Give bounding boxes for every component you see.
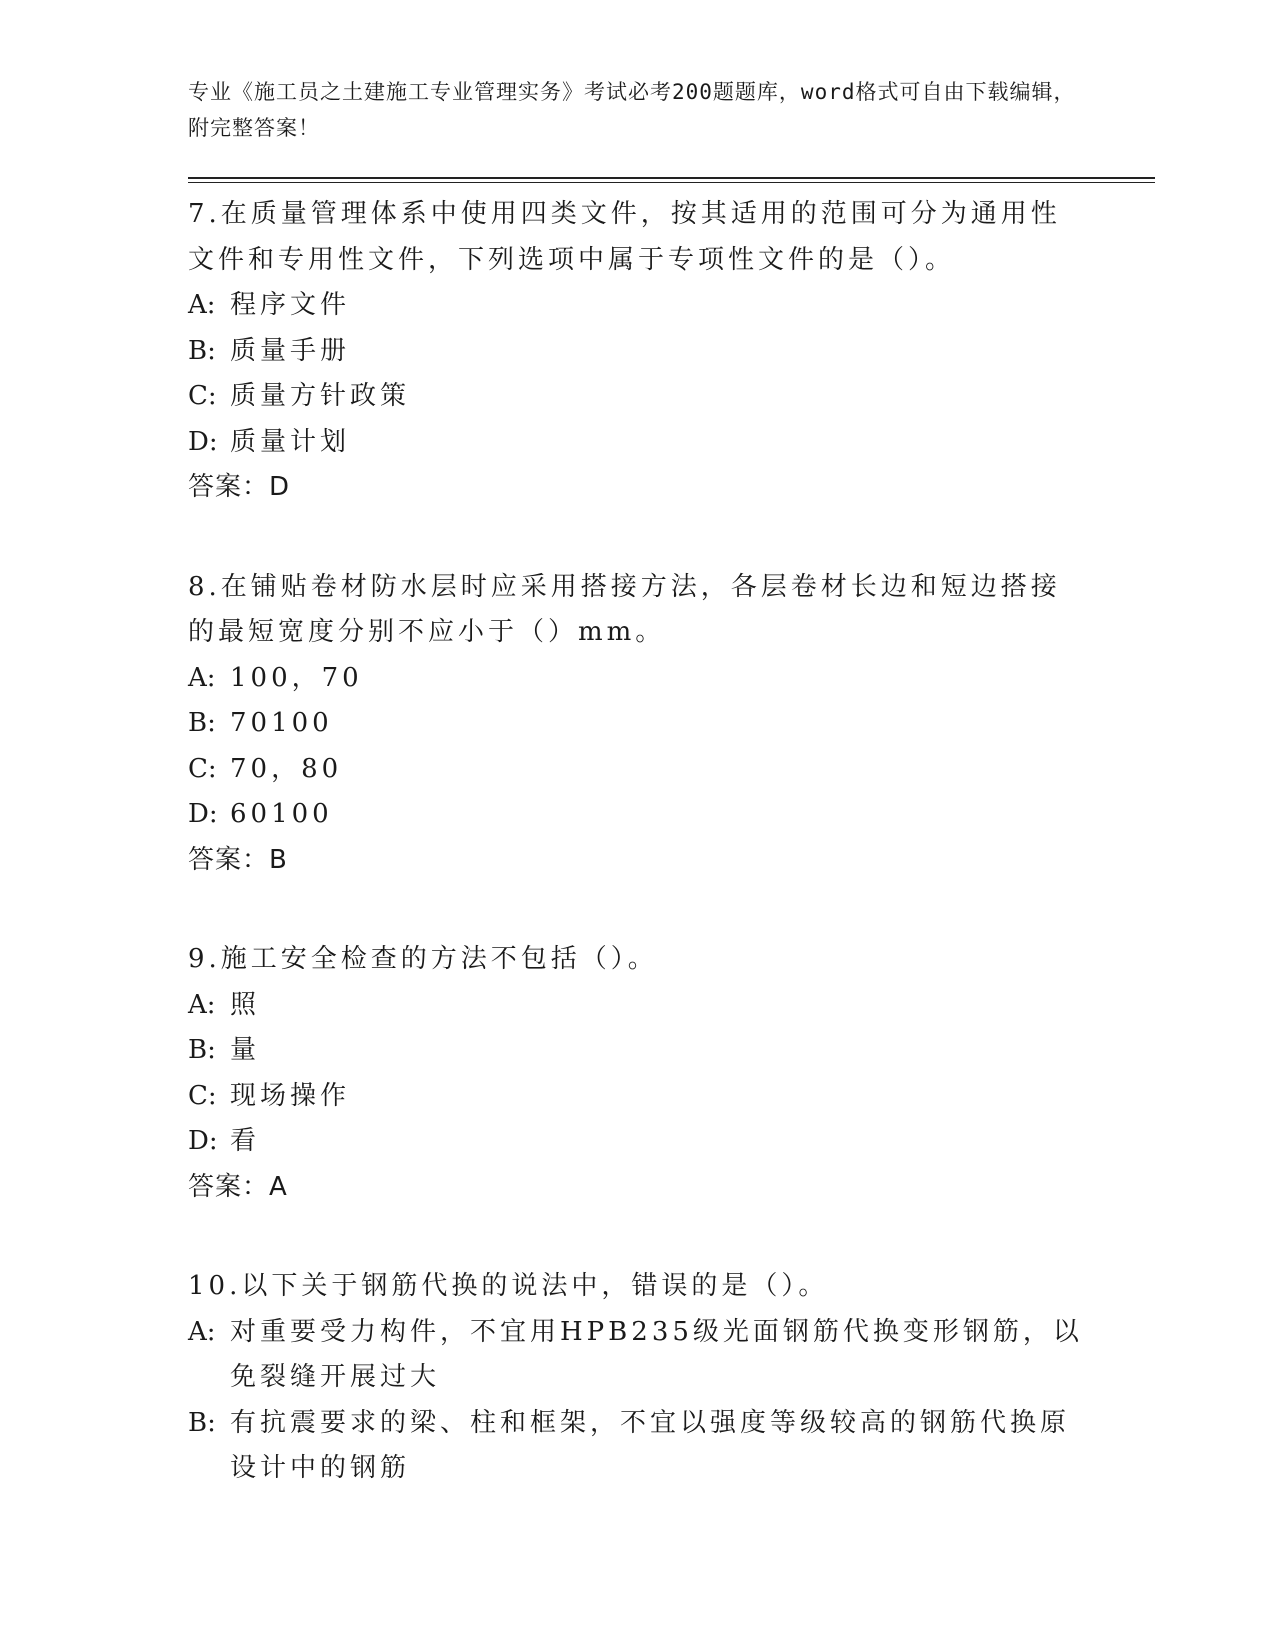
- option-a: [188, 656, 1088, 702]
- answer-line: 答案：A: [188, 1171, 288, 1202]
- option-text: 质量方针政策: [230, 381, 411, 411]
- option-text: 量: [230, 1035, 261, 1065]
- option-key: C:: [188, 753, 217, 784]
- option-key: B:: [188, 1035, 216, 1065]
- answer-line: 答案：D: [188, 472, 291, 502]
- option-d: [188, 1119, 1088, 1165]
- option-c: [188, 747, 1088, 793]
- answer-line: 答案：B: [188, 844, 288, 875]
- option-key: B:: [188, 1407, 216, 1438]
- option-text: 对重要受力构件，不宜用HPB235级光面钢筋代换变形钢筋，以免裂缝开展过大: [230, 1316, 1083, 1392]
- option-d: [188, 792, 1088, 838]
- option-key: B:: [188, 708, 216, 738]
- option-b: [188, 701, 1088, 747]
- option-key: D:: [188, 799, 218, 829]
- question-8: [188, 565, 1088, 884]
- question-stem: 9.施工安全检查的方法不包括（）。: [188, 944, 658, 974]
- option-text: 60100: [230, 799, 333, 829]
- option-key: D:: [188, 426, 218, 457]
- option-text: 程序文件: [230, 290, 351, 320]
- option-text: 质量计划: [230, 426, 351, 457]
- option-c: [188, 1074, 1088, 1120]
- option-key: A:: [188, 290, 216, 320]
- option-a: [188, 1310, 1088, 1401]
- question-7: [188, 192, 1088, 511]
- question-stem: 10.以下关于钢筋代换的说法中，错误的是（）。: [188, 1271, 829, 1301]
- option-b: [188, 1401, 1088, 1492]
- option-key: A:: [188, 662, 216, 693]
- document-header: 专业《施工员之土建施工专业管理实务》考试必考200题题库，word格式可自由下载编辑，附完整答案！: [188, 80, 1076, 140]
- option-key: A:: [188, 1316, 216, 1347]
- option-b: [188, 329, 1088, 375]
- option-d: [188, 420, 1088, 466]
- option-c: [188, 374, 1088, 420]
- header-divider-top: [188, 177, 1155, 179]
- option-text: 100，70: [230, 662, 363, 693]
- option-text: 70，80: [230, 753, 343, 784]
- question-stem: 7.在质量管理体系中使用四类文件，按其适用的范围可分为通用性文件和专用性文件，下列选项中属于专项性文件的是（）。: [188, 199, 1061, 275]
- question-9: [188, 937, 1088, 1210]
- option-key: D:: [188, 1126, 218, 1156]
- header-divider-bottom: [188, 182, 1155, 183]
- option-text: 70100: [230, 708, 333, 738]
- option-text: 质量手册: [230, 335, 351, 366]
- option-key: A:: [188, 989, 216, 1020]
- question-10: [188, 1264, 1088, 1492]
- question-list: [188, 192, 1088, 1546]
- option-a: [188, 983, 1088, 1029]
- option-key: C:: [188, 1080, 217, 1111]
- option-text: 现场操作: [230, 1080, 351, 1111]
- option-text: 看: [230, 1126, 261, 1156]
- option-text: 照: [230, 989, 261, 1020]
- option-b: [188, 1028, 1088, 1074]
- question-stem: 8.在铺贴卷材防水层时应采用搭接方法，各层卷材长边和短边搭接的最短宽度分别不应小于（）mm。: [188, 571, 1061, 647]
- option-a: [188, 283, 1088, 329]
- option-key: B:: [188, 335, 216, 366]
- option-text: 有抗震要求的梁、柱和框架，不宜以强度等级较高的钢筋代换原设计中的钢筋: [230, 1407, 1071, 1483]
- option-key: C:: [188, 381, 217, 411]
